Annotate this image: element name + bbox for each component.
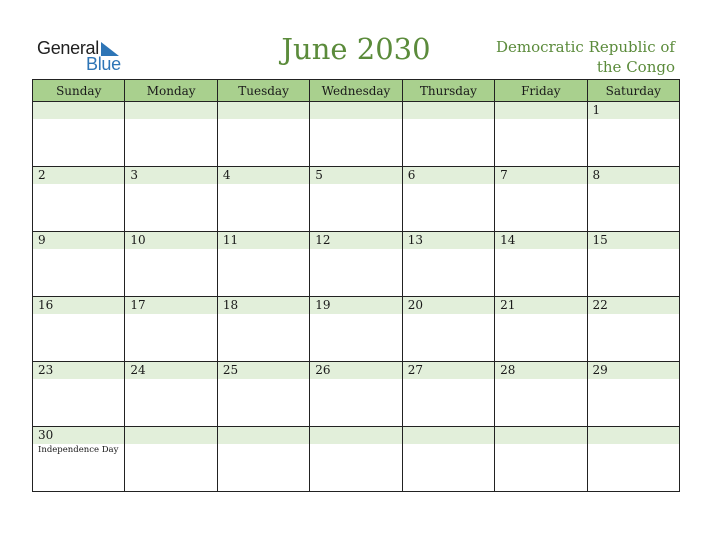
day-number: 26 — [310, 362, 401, 379]
weekday-thursday: Thursday — [402, 80, 494, 102]
day-number: 25 — [218, 362, 309, 379]
day-number — [33, 102, 124, 119]
day-number — [310, 102, 401, 119]
day-number: 22 — [588, 297, 679, 314]
calendar-grid — [32, 79, 680, 492]
day-cell — [310, 297, 402, 362]
day-cell — [125, 297, 217, 362]
day-number: 14 — [495, 232, 586, 249]
day-number: 15 — [588, 232, 679, 249]
day-number — [495, 427, 586, 444]
day-cell — [310, 102, 402, 167]
day-cell — [310, 167, 402, 232]
day-cell — [217, 362, 309, 427]
day-number — [218, 102, 309, 119]
day-cell — [402, 427, 494, 492]
day-cell — [217, 167, 309, 232]
day-number: 10 — [125, 232, 216, 249]
day-cell — [402, 232, 494, 297]
day-cell — [217, 427, 309, 492]
weekday-friday: Friday — [495, 80, 587, 102]
day-cell — [587, 102, 679, 167]
day-number: 2 — [33, 167, 124, 184]
day-number — [403, 102, 494, 119]
day-number: 27 — [403, 362, 494, 379]
day-cell — [33, 427, 125, 492]
day-number — [125, 102, 216, 119]
day-cell — [587, 167, 679, 232]
day-number: 12 — [310, 232, 401, 249]
country-line-1: Democratic Republic of — [495, 38, 675, 56]
country-name — [435, 37, 675, 77]
day-number — [218, 427, 309, 444]
day-number: 6 — [403, 167, 494, 184]
weekday-sunday: Sunday — [33, 80, 125, 102]
day-cell — [217, 232, 309, 297]
day-number — [403, 427, 494, 444]
day-cell — [402, 362, 494, 427]
day-cell — [587, 232, 679, 297]
day-cell — [125, 102, 217, 167]
day-number: 18 — [218, 297, 309, 314]
week-row — [33, 362, 680, 427]
day-number — [125, 427, 216, 444]
day-number: 5 — [310, 167, 401, 184]
country-line-2: the Congo — [596, 58, 675, 76]
day-number: 4 — [218, 167, 309, 184]
day-number: 13 — [403, 232, 494, 249]
weekday-monday: Monday — [125, 80, 217, 102]
week-row — [33, 232, 680, 297]
day-number: 20 — [403, 297, 494, 314]
day-cell — [495, 102, 587, 167]
day-cell — [125, 427, 217, 492]
day-cell — [495, 232, 587, 297]
day-cell — [587, 362, 679, 427]
day-number: 3 — [125, 167, 216, 184]
day-cell — [495, 167, 587, 232]
day-cell — [402, 167, 494, 232]
day-cell — [495, 297, 587, 362]
day-cell — [33, 232, 125, 297]
day-cell — [587, 427, 679, 492]
day-cell — [217, 297, 309, 362]
day-number — [310, 427, 401, 444]
day-number: 11 — [218, 232, 309, 249]
day-number — [495, 102, 586, 119]
day-cell — [402, 297, 494, 362]
week-row — [33, 297, 680, 362]
weekday-saturday: Saturday — [587, 80, 679, 102]
day-cell — [310, 232, 402, 297]
week-row — [33, 427, 680, 492]
calendar-body — [33, 102, 680, 492]
day-cell — [33, 102, 125, 167]
week-row — [33, 167, 680, 232]
day-cell — [495, 362, 587, 427]
day-number: 23 — [33, 362, 124, 379]
weekday-header-row — [33, 80, 680, 102]
day-cell — [217, 102, 309, 167]
day-number: 19 — [310, 297, 401, 314]
week-row — [33, 102, 680, 167]
logo-text-blue: Blue — [86, 54, 121, 74]
day-cell — [310, 427, 402, 492]
day-number: 17 — [125, 297, 216, 314]
day-cell — [125, 362, 217, 427]
logo-text-general: General — [37, 38, 99, 58]
day-cell — [125, 167, 217, 232]
day-cell — [33, 362, 125, 427]
day-number: 9 — [33, 232, 124, 249]
day-number: 24 — [125, 362, 216, 379]
day-cell — [495, 427, 587, 492]
day-number: 7 — [495, 167, 586, 184]
day-number: 16 — [33, 297, 124, 314]
day-number: 21 — [495, 297, 586, 314]
day-cell — [33, 297, 125, 362]
day-number: 30 — [33, 427, 124, 444]
day-number: 8 — [588, 167, 679, 184]
calendar-title: June 2030 — [281, 32, 431, 66]
day-cell — [587, 297, 679, 362]
holiday-label: Independence Day — [38, 445, 119, 455]
day-cell — [125, 232, 217, 297]
day-number — [588, 427, 679, 444]
day-cell — [33, 167, 125, 232]
day-cell — [402, 102, 494, 167]
weekday-tuesday: Tuesday — [217, 80, 309, 102]
day-cell — [310, 362, 402, 427]
day-number: 28 — [495, 362, 586, 379]
day-number: 29 — [588, 362, 679, 379]
weekday-wednesday: Wednesday — [310, 80, 402, 102]
day-number: 1 — [588, 102, 679, 119]
